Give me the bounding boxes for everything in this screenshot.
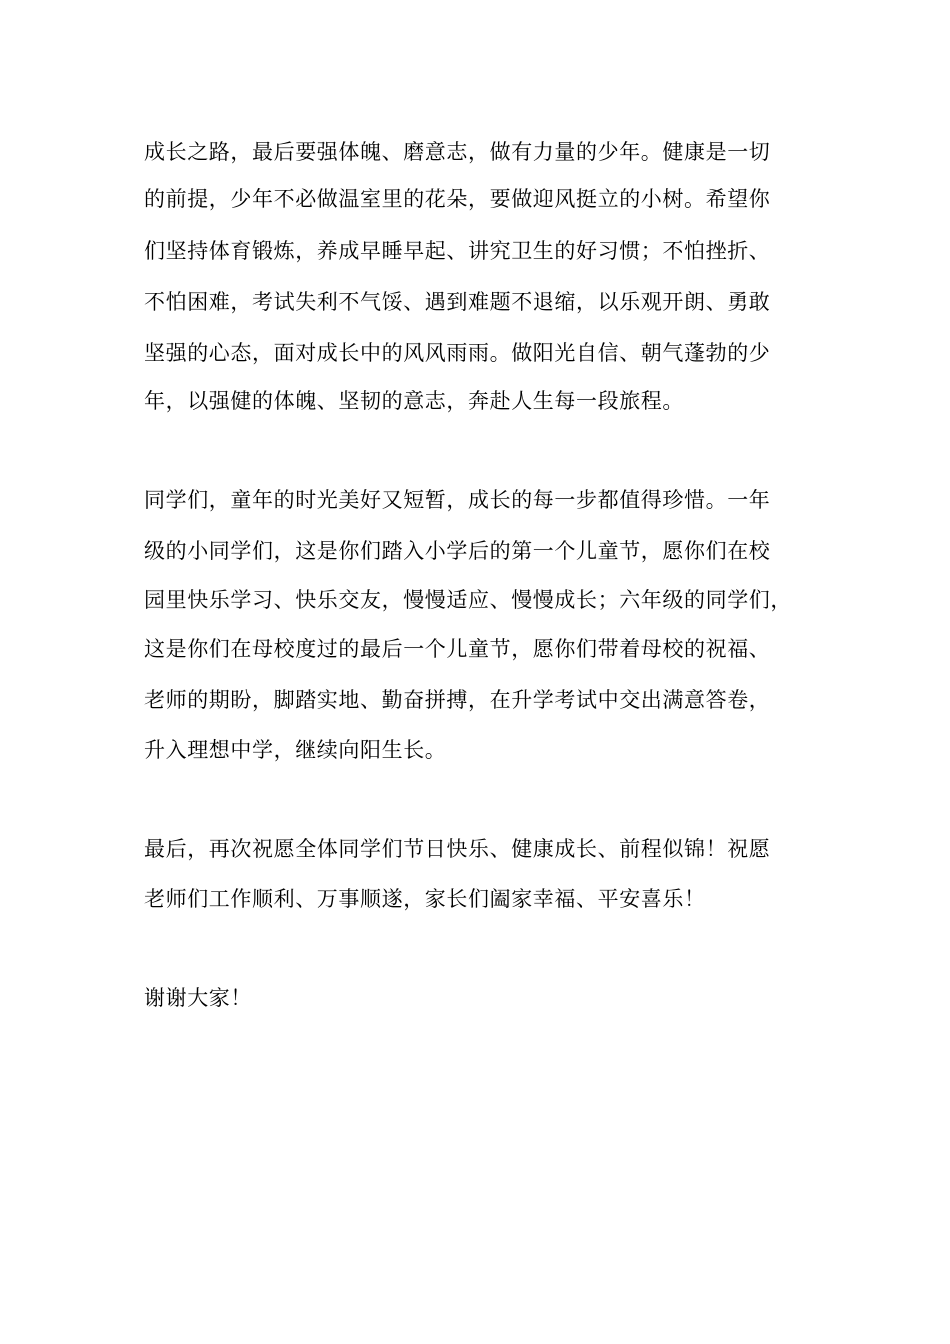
text-line: 最后，再次祝愿全体同学们节日快乐、健康成长、前程似锦！祝愿 (144, 837, 771, 861)
text-line: 园里快乐学习、快乐交友，慢慢适应、慢慢成长；六年级的同学们， (144, 588, 792, 612)
text-line: 年，以强健的体魄、坚韧的意志，奔赴人生每一段旅程。 (144, 389, 684, 413)
text-line: 级的小同学们，这是你们踏入小学后的第一个儿童节，愿你们在校 (144, 539, 771, 563)
text-line: 成长之路，最后要强体魄、磨意志，做有力量的少年。健康是一切 (144, 140, 771, 164)
text-line: 的前提，少年不必做温室里的花朵，要做迎风挺立的小树。希望你 (144, 187, 771, 211)
text-line: 同学们，童年的时光美好又短暂，成长的每一步都值得珍惜。一年 (144, 488, 771, 512)
text-line: 升入理想中学，继续向阳生长。 (144, 738, 447, 762)
text-line: 谢谢大家！ (144, 986, 252, 1010)
text-line: 不怕困难，考试失利不气馁、遇到难题不退缩，以乐观开朗、勇敢 (144, 290, 771, 314)
text-line: 老师的期盼，脚踏实地、勤奋拼搏，在升学考试中交出满意答卷， (144, 688, 771, 712)
text-line: 们坚持体育锻炼，养成早睡早起、讲究卫生的好习惯；不怕挫折、 (144, 239, 771, 263)
text-line: 老师们工作顺利、万事顺遂，家长们阖家幸福、平安喜乐！ (144, 887, 706, 911)
text-line: 坚强的心态，面对成长中的风风雨雨。做阳光自信、朝气蓬勃的少 (144, 341, 771, 365)
text-line: 这是你们在母校度过的最后一个儿童节，愿你们带着母校的祝福、 (144, 637, 771, 661)
